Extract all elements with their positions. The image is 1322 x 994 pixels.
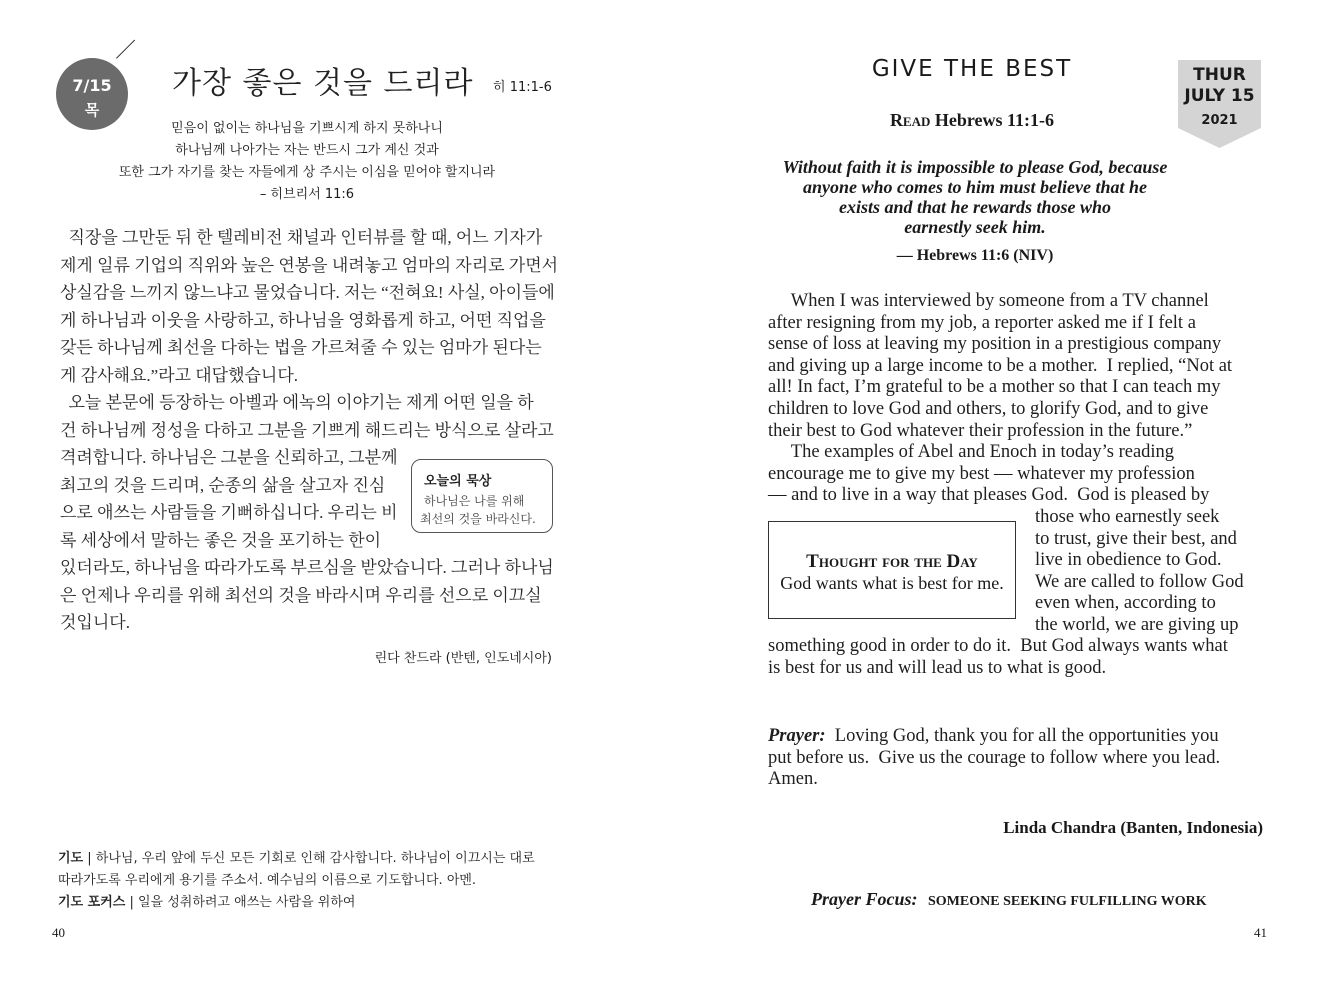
prayer-focus-label: Prayer Focus: xyxy=(811,889,918,909)
meditation-line: 최선의 것을 바라신다. xyxy=(420,512,536,526)
body-line: 상실감을 느끼지 않느냐고 물었습니다. 저는 “전혀요! 사실, 아이들에 xyxy=(60,283,555,302)
author-korean: 린다 찬드라 (반텐, 인도네시아) xyxy=(374,651,552,666)
body-line: When I was interviewed by someone from a TV channel xyxy=(768,291,1209,311)
verse-line: anyone who comes to him must believe that he xyxy=(802,177,1147,197)
body-line: 오늘 본문에 등장하는 아벨과 에녹의 이야기는 제게 어떤 일을 하 xyxy=(60,393,534,412)
body-line: The examples of Abel and Enoch in today’s reading xyxy=(768,442,1175,463)
body-line: 최고의 것을 드리며, 순종의 삶을 살고자 진심 xyxy=(60,475,386,495)
body-line: something good in order to do it. But God always wants what xyxy=(768,636,1228,656)
author-english: Linda Chandra (Banten, Indonesia) xyxy=(1003,818,1263,837)
meditation-box xyxy=(411,459,553,533)
verse-line: 믿음이 없이는 하나님을 기쁘시게 하지 못하나니 xyxy=(171,121,443,136)
read-label: Read xyxy=(889,110,931,130)
body-line: 것입니다. xyxy=(60,613,130,632)
prayer-focus-text: SOMEONE SEEKING FULFILLING WORK xyxy=(928,894,1207,909)
verse-line: Without faith it is impossible to please God, because xyxy=(782,157,1168,177)
page-number-left: 40 xyxy=(52,925,65,940)
reading-reference-english xyxy=(852,110,1092,131)
page-title-korean: 가장 좋은 것을 드리라 xyxy=(172,66,474,101)
prayer-line: Loving God, thank you for all the opportunities you xyxy=(834,726,1219,746)
body-line: to trust, give their best, and xyxy=(1035,528,1237,549)
page-title-english: GIVE THE BEST xyxy=(871,56,1073,82)
body-line: the world, we are giving up xyxy=(1035,615,1239,635)
thought-heading: Thought for the Day xyxy=(806,551,978,572)
verse-line: exists and that he rewards those who xyxy=(838,197,1112,217)
body-line: after resigning from my job, a reporter asked me if I felt a xyxy=(768,312,1196,333)
body-line: live in obedience to God. xyxy=(1035,550,1222,571)
date-badge-date: 7/15 xyxy=(72,76,112,95)
prayer-focus-korean: 기도 포커스 | 일을 성취하려고 애쓰는 사람을 위하여 xyxy=(58,895,356,910)
reading-reference-korean: 히 11:1-6 xyxy=(493,80,552,95)
title-divider xyxy=(116,40,135,59)
body-line: encourage me to give my best — whatever my profession xyxy=(768,463,1195,484)
prayer-label: Prayer: xyxy=(768,726,826,746)
body-line: 은 언제나 우리를 위해 최선의 것을 바라시며 우리를 선으로 이끄실 xyxy=(60,585,542,605)
read-ref: Hebrews 11:1-6 xyxy=(934,110,1055,130)
verse-line: earnestly seek him. xyxy=(904,217,1046,237)
prayer-line: 따라가도록 우리에게 용기를 주소서. 예수님의 이름으로 기도합니다. 아멘. xyxy=(58,873,477,888)
date-tag-weekday: THUR xyxy=(1193,65,1246,85)
date-badge-weekday: 목 xyxy=(84,101,100,119)
body-line: 록 세상에서 말하는 좋은 것을 포기하는 한이 xyxy=(60,530,382,550)
verse-line: 또한 그가 자기를 찾는 자들에게 상 주시는 이심을 믿어야 할지니라 xyxy=(118,165,496,180)
body-line: We are called to follow God xyxy=(1035,571,1244,592)
prayer-focus-label: 기도 포커스 xyxy=(58,895,126,910)
date-tag-year: 2021 xyxy=(1201,113,1238,128)
body-line: those who earnestly seek xyxy=(1035,507,1220,527)
body-line: 있더라도, 하나님을 따라가도록 부르심을 받았습니다. 그러나 하나님 xyxy=(60,558,554,577)
meditation-title: 오늘의 묵상 xyxy=(424,474,492,489)
body-line: even when, according to xyxy=(1035,593,1216,614)
body-line: their best to God whatever their profession in the future.” xyxy=(768,420,1193,441)
verse-line: 하나님께 나아가는 자는 반드시 그가 계신 것과 xyxy=(175,143,439,158)
body-line: 제게 일류 기업의 직위와 높은 연봉을 내려놓고 엄마의 자리로 가면서 xyxy=(60,255,559,275)
prayer-line: Amen. xyxy=(768,769,818,790)
body-line: and giving up a large income to be a mother. I replied, “Not at xyxy=(768,355,1233,376)
body-line: 갖든 하나님께 최선을 다하는 법을 가르쳐줄 수 있는 엄마가 된다는 xyxy=(60,338,542,357)
prayer-line: put before us. Give us the courage to follow where you lead. xyxy=(768,747,1221,768)
verse-reference: — Hebrews 11:6 (NIV) xyxy=(896,247,1054,264)
body-line: 건 하나님께 정성을 다하고 그분을 기쁘게 해드리는 방식으로 살라고 xyxy=(60,420,554,440)
date-tag-date: JULY 15 xyxy=(1184,86,1255,106)
prayer-korean: 기도 | 하나님, 우리 앞에 두신 모든 기회로 인해 감사합니다. 하나님이 이끄시는 대로 xyxy=(58,851,535,866)
body-line: 격려합니다. 하나님은 그분을 신뢰하고, 그분께 xyxy=(60,448,398,467)
body-line: — and to live in a way that pleases God. God is pleased by xyxy=(768,485,1210,506)
prayer-focus-text: 일을 성취하려고 애쓰는 사람을 위하여 xyxy=(137,895,356,910)
meditation-line: 하나님은 나를 위해 xyxy=(424,494,525,508)
prayer-line: 하나님, 우리 앞에 두신 모든 기회로 인해 감사합니다. 하나님이 이끄시는 대로 xyxy=(95,851,535,866)
date-tag xyxy=(1178,60,1261,148)
body-line: children to love God and others, to glorify God, and to give xyxy=(768,399,1209,419)
body-line: 게 하나님과 이웃을 사랑하고, 하나님을 영화롭게 하고, 어떤 직업을 xyxy=(60,310,546,330)
prayer-focus-english xyxy=(811,889,1207,910)
prayer-label: 기도 xyxy=(58,851,84,866)
thought-text: God wants what is best for me. xyxy=(780,573,1004,593)
body-line: 직장을 그만둔 뒤 한 텔레비전 채널과 인터뷰를 할 때, 어느 기자가 xyxy=(60,228,543,247)
thought-for-the-day-box xyxy=(768,521,1016,619)
body-line: 게 감사해요.”라고 대답했습니다. xyxy=(60,365,299,385)
page-number-right: 41 xyxy=(1254,925,1267,940)
verse-reference: – 히브리서 11:6 xyxy=(259,187,355,202)
body-line: 으로 애쓰는 사람들을 기뻐하십니다. 우리는 비 xyxy=(60,503,398,522)
body-line: is best for us and will lead us to what is good. xyxy=(768,657,1107,678)
body-line: all! In fact, I’m grateful to be a mother so that I can teach my xyxy=(768,377,1221,398)
body-line: sense of loss at leaving my position in a prestigious company xyxy=(768,334,1222,355)
prayer-english xyxy=(768,726,1219,748)
